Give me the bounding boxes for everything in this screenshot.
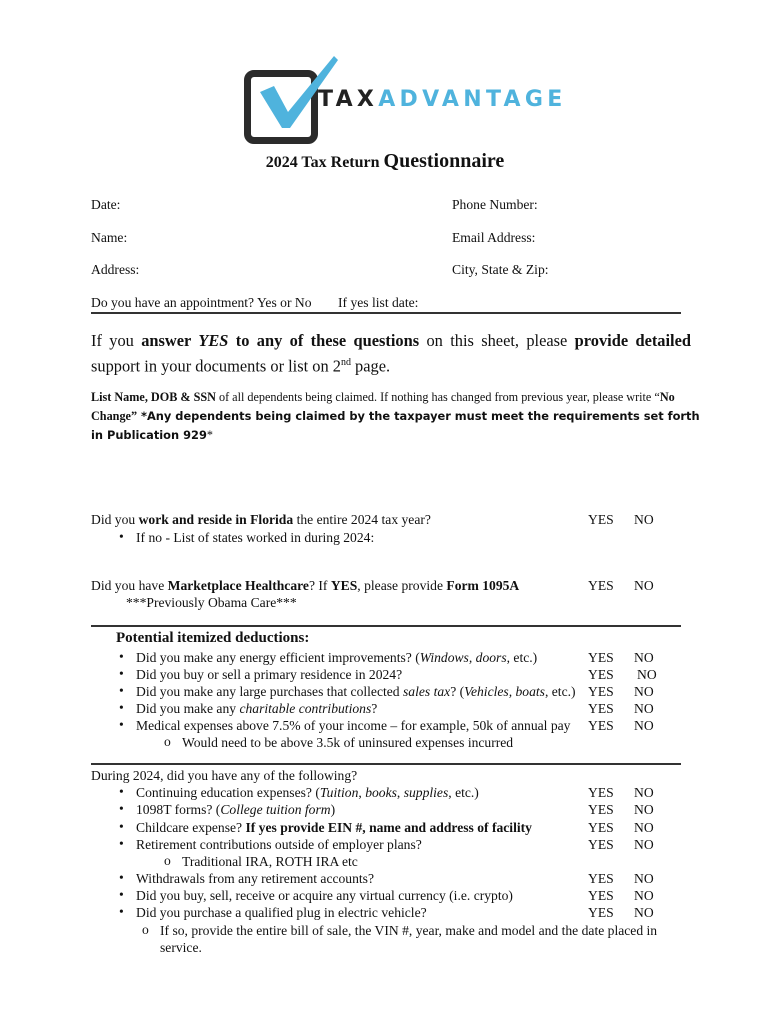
divider xyxy=(91,763,681,765)
florida-question: Did you work and reside in Florida the entire 2024 tax year? xyxy=(91,512,431,527)
during-heading: During 2024, did you have any of the following? xyxy=(91,768,358,783)
during-q5: • Withdrawals from any retirement accounts? xyxy=(136,871,374,887)
intro-paragraph: If you answer YES to any of these questions on this sheet, please provide detailed support in your documents or list on 2nd page. xyxy=(91,331,691,376)
during-q5-yes[interactable]: YES xyxy=(588,871,614,886)
during-q7-yes[interactable]: YES xyxy=(588,905,614,920)
name-label: Name: xyxy=(91,230,128,245)
list-date-label: If yes list date: xyxy=(338,295,419,310)
during-q4-no[interactable]: NO xyxy=(634,837,654,852)
city-label: City, State & Zip: xyxy=(452,262,549,277)
during-q6-yes[interactable]: YES xyxy=(588,888,614,903)
itemized-heading: Potential itemized deductions: xyxy=(116,630,310,646)
during-q3: • Childcare expense? If yes provide EIN #, name and address of facility xyxy=(136,820,532,836)
itemized-q3-yes[interactable]: YES xyxy=(588,684,614,699)
dependents-paragraph: List Name, DOB & SSN of all dependents being claimed. If nothing has changed from previous year, please write “No Change” *Any dependents being claimed by the taxpayer must meet the requirements set forth in Publication 929* xyxy=(91,390,700,442)
itemized-q5-yes[interactable]: YES xyxy=(588,718,614,733)
florida-yes[interactable]: YES xyxy=(588,512,614,527)
during-q3-no[interactable]: NO xyxy=(634,820,654,835)
during-q6-no[interactable]: NO xyxy=(634,888,654,903)
during-q7: • Did you purchase a qualified plug in electric vehicle? xyxy=(136,905,427,921)
during-q7-no[interactable]: NO xyxy=(634,905,654,920)
itemized-q4-no[interactable]: NO xyxy=(634,701,654,716)
page-title: 2024 Tax Return Questionnaire xyxy=(265,150,505,172)
during-q5-no[interactable]: NO xyxy=(634,871,654,886)
itemized-q4-yes[interactable]: YES xyxy=(588,701,614,716)
logo-wordmark: TAXADVANTAGE xyxy=(318,87,567,112)
during-q6: • Did you buy, sell, receive or acquire any virtual currency (i.e. crypto) xyxy=(136,888,513,904)
itemized-q5-sub: o Would need to be above 3.5k of uninsured expenses incurred xyxy=(182,735,513,751)
during-q2: • 1098T forms? (College tuition form) xyxy=(136,802,335,818)
florida-sub: • If no - List of states worked in during 2024: xyxy=(136,530,374,546)
itemized-q2: • Did you buy or sell a primary residence in 2024? xyxy=(136,667,402,683)
marketplace-no[interactable]: NO xyxy=(634,578,654,593)
itemized-q2-no[interactable]: NO xyxy=(637,667,657,682)
email-label: Email Address: xyxy=(452,230,536,245)
appointment-label: Do you have an appointment? Yes or No xyxy=(91,295,312,310)
during-q4-sub: o Traditional IRA, ROTH IRA etc xyxy=(182,854,358,870)
address-label: Address: xyxy=(91,262,140,277)
during-q2-no[interactable]: NO xyxy=(634,802,654,817)
itemized-q3-no[interactable]: NO xyxy=(634,684,654,699)
divider xyxy=(91,625,681,627)
florida-no[interactable]: NO xyxy=(634,512,654,527)
divider xyxy=(91,312,681,314)
itemized-q2-yes[interactable]: YES xyxy=(588,667,614,682)
itemized-q4: • Did you make any charitable contributions? xyxy=(136,701,377,717)
itemized-q1: • Did you make any energy efficient improvements? (Windows, doors, etc.) xyxy=(136,650,537,666)
during-q1: • Continuing education expenses? (Tuition, books, supplies, etc.) xyxy=(136,785,479,801)
itemized-q1-yes[interactable]: YES xyxy=(588,650,614,665)
during-q2-yes[interactable]: YES xyxy=(588,802,614,817)
itemized-q3: • Did you make any large purchases that collected sales tax? (Vehicles, boats, etc.) xyxy=(136,684,576,700)
during-q4-yes[interactable]: YES xyxy=(588,837,614,852)
during-q4: • Retirement contributions outside of employer plans? xyxy=(136,837,422,853)
phone-label: Phone Number: xyxy=(452,197,538,212)
during-q1-no[interactable]: NO xyxy=(634,785,654,800)
marketplace-sub: ***Previously Obama Care*** xyxy=(126,595,297,610)
marketplace-yes[interactable]: YES xyxy=(588,578,614,593)
marketplace-question: Did you have Marketplace Healthcare? If YES, please provide Form 1095A xyxy=(91,578,520,593)
itemized-q1-no[interactable]: NO xyxy=(634,650,654,665)
during-q3-yes[interactable]: YES xyxy=(588,820,614,835)
during-q1-yes[interactable]: YES xyxy=(588,785,614,800)
during-q7-sub: o If so, provide the entire bill of sale, the VIN #, year, make and model and the date placed in service. xyxy=(160,922,682,956)
itemized-q5: • Medical expenses above 7.5% of your income – for example, 50k of annual pay xyxy=(136,718,570,734)
date-label: Date: xyxy=(91,197,121,212)
itemized-q5-no[interactable]: NO xyxy=(634,718,654,733)
